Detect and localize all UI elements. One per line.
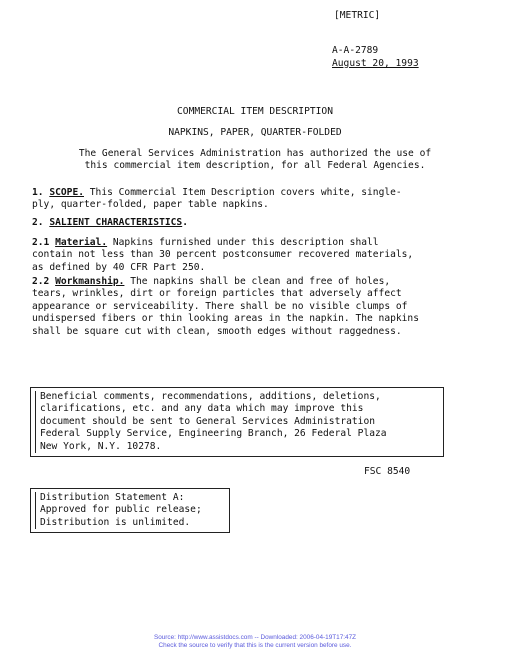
fsc-code: FSC 8540 — [364, 466, 411, 477]
intro-line-2: this commercial item description, for all Federal Agencies. — [84, 160, 426, 171]
source-footer-line: Check the source to verify that this is the current version before use. — [158, 641, 352, 649]
section-workmanship — [32, 276, 474, 338]
section-text: contain not less than 30 percent postconsumer recovered materials, — [32, 249, 414, 261]
section-text: This Commercial Item Description covers white, single- — [84, 187, 402, 198]
comments-line: clarifications, etc. and any data which may improve this — [40, 403, 364, 415]
section-number: 2.2 — [32, 276, 50, 287]
section-salient — [32, 217, 474, 229]
document-id: A-A-2789 — [332, 45, 379, 56]
source-footer-line: Source: http://www.assistdocs.com -- Downloaded: 2006-04-19T17:47Z — [153, 634, 357, 641]
section-text: shall be square cut with clean, smooth edges without raggedness. — [32, 325, 402, 337]
document-date: August 20, 1993 — [332, 58, 419, 69]
section-text: The napkins shall be clean and free of holes, — [124, 276, 391, 287]
section-heading: SCOPE. — [49, 187, 84, 198]
comments-box-content — [35, 391, 439, 453]
section-number: 2.1 — [32, 237, 50, 248]
section-heading: SALIENT CHARACTERISTICS — [49, 217, 183, 228]
distribution-statement-box — [30, 488, 230, 533]
document-type-title: COMMERCIAL ITEM DESCRIPTION — [177, 106, 333, 117]
section-heading: Workmanship. — [55, 276, 125, 287]
section-number: 2. — [32, 217, 44, 228]
section-scope — [32, 187, 474, 212]
section-text: Napkins furnished under this description shall — [107, 237, 379, 248]
comments-line: document should be sent to General Services Administration — [40, 415, 376, 427]
section-material — [32, 237, 474, 274]
source-footer — [0, 634, 510, 650]
comments-line: Beneficial comments, recommendations, additions, deletions, — [40, 391, 381, 402]
section-heading: Material. — [55, 237, 108, 248]
distribution-line: Distribution Statement A: — [40, 492, 185, 503]
section-heading-trail: . — [182, 217, 188, 228]
section-text: undispersed fibers or thin looking areas in the napkin. The napkins — [32, 313, 419, 325]
section-text: as defined by 40 CFR Part 250. — [32, 261, 206, 273]
section-number: 1. — [32, 187, 44, 198]
metric-label: [METRIC] — [334, 10, 381, 21]
distribution-line: Approved for public release; — [40, 504, 202, 516]
comments-line: Federal Supply Service, Engineering Branch, 26 Federal Plaza — [40, 428, 387, 440]
section-text: ply, quarter-folded, paper table napkins. — [32, 199, 269, 211]
comments-box — [30, 387, 444, 457]
distribution-statement-content — [35, 492, 225, 529]
section-text: appearance or serviceability. There shall be no visible clumps of — [32, 300, 408, 312]
intro-line-1: The General Services Administration has authorized the use of — [78, 148, 432, 159]
comments-line: New York, N.Y. 10278. — [40, 440, 162, 452]
distribution-line: Distribution is unlimited. — [40, 516, 191, 528]
item-title: NAPKINS, PAPER, QUARTER-FOLDED — [168, 127, 342, 138]
section-text: tears, wrinkles, dirt or foreign particles that adversely affect — [32, 288, 402, 300]
